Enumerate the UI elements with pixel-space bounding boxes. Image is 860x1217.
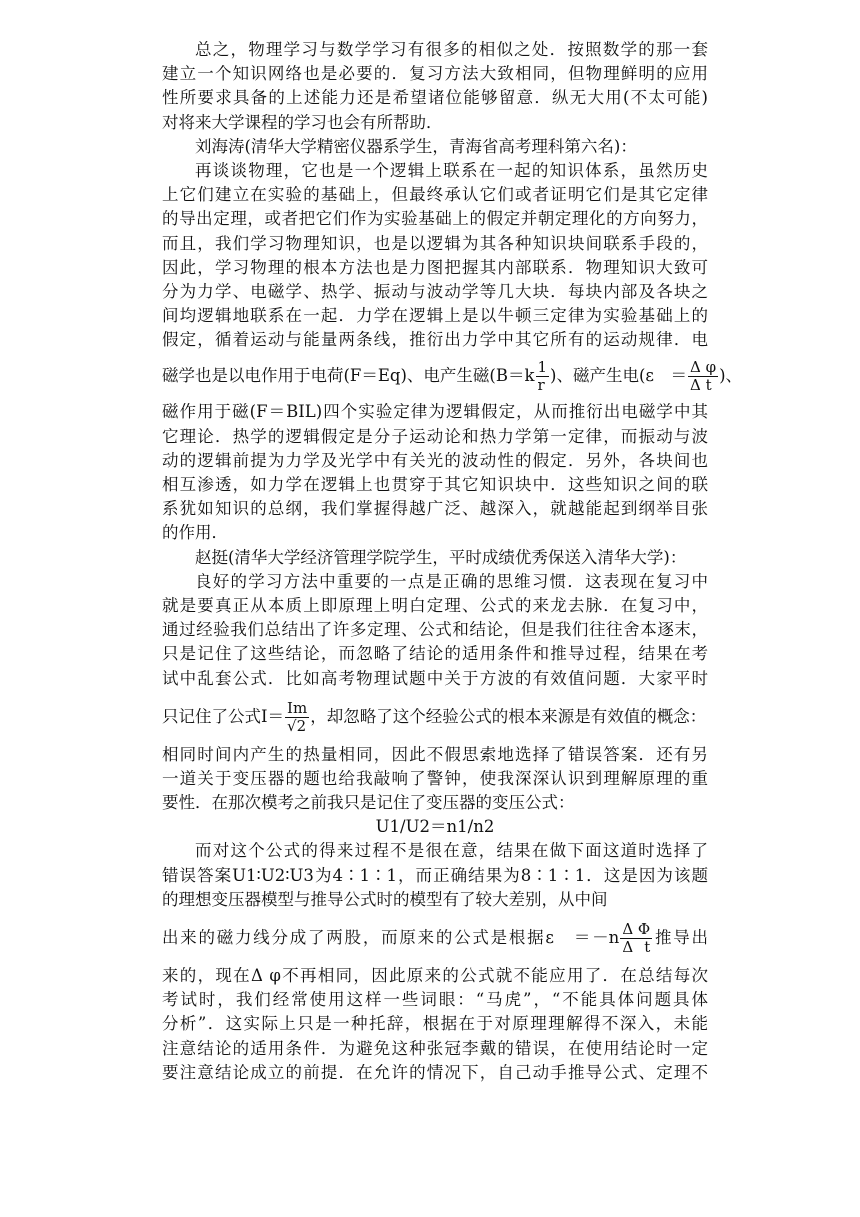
fraction-dphi-dt: [688, 359, 718, 394]
text-line: 要性．在那次模考之前我只是记住了变压器的变压公式：: [162, 793, 575, 813]
text-line: 只是记住了这些结论，而忽略了结论的适用条件和推导过程，结果在考: [162, 644, 708, 664]
math-text: 推导出: [653, 928, 709, 947]
math-text: ，却忽略了这个经验公式的根本来源是有效值的概念：: [310, 706, 707, 726]
fraction-denominator: Δ t: [689, 376, 712, 395]
text-line: 假定，循着运动与能量两条线，推衍出力学中其它所有的运动规律．电: [162, 330, 708, 350]
text-line: 来的，现在Δ φ不再相同，因此原来的公式就不能应用了．在总结每次: [162, 966, 708, 985]
text-line: 对将来大学课程的学习也会有所帮助．: [162, 112, 443, 132]
math-line-em-laws: [162, 352, 743, 400]
fraction-numerator: Im: [287, 698, 308, 717]
math-text: )、: [719, 366, 743, 386]
text-line: 试中乱套公式．比如高考物理试题中关于方波的有效值问题．大家平时: [162, 668, 708, 688]
math-line-faraday: [162, 912, 708, 964]
text-line: 而且，我们学习物理知识，也是以逻辑为其各种知识块间联系手段的，: [162, 233, 708, 253]
text-line: 建立一个知识网络也是必要的．复习方法大致相同，但物理鲜明的应用: [162, 64, 708, 84]
text-line: 分析”．这实际上只是一种托辞，根据在于对原理理解得不深入，未能: [162, 1014, 708, 1034]
math-text: 只记住了公式I＝: [162, 706, 285, 726]
text-line: 相同时间内产生的热量相同，因此不假思索地选择了错误答案．还有另: [162, 744, 708, 764]
speaker-heading-liu: 刘海涛(清华大学精密仪器系学生，青海省高考理科第六名)：: [195, 136, 637, 156]
text-line: 错误答案U1∶U2∶U3为4∶1∶1，而正确结果为8∶1∶1．这是因为该题: [162, 865, 708, 885]
text-line: 考试时，我们经常使用这样一些词眼：“马虎”，“不能具体问题具体: [162, 990, 708, 1010]
math-text: )、磁产生电(ε ＝: [550, 366, 687, 386]
text-line: 要注意结论成立的前提．在允许的情况下，自己动手推导公式、定理不: [162, 1062, 708, 1082]
fraction-numerator: Δ Φ: [622, 920, 651, 938]
fraction-denominator: Δ t: [622, 938, 651, 956]
document-body: [162, 38, 743, 1085]
text-line: 系犹如知识的总纲，我们掌握得越广泛、越深入，就越能起到纲举目张: [162, 499, 708, 519]
text-line: 注意结论的适用条件．为避免这种张冠李戴的错误，在使用结论时一定: [162, 1038, 708, 1058]
speaker-heading-zhao: 赵挺(清华大学经济管理学院学生，平时成绩优秀保送入清华大学)：: [195, 547, 687, 567]
text-line: 而对这个公式的得来过程不是很在意，结果在做下面这道时选择了: [195, 841, 708, 861]
fraction-numerator: Δ φ: [689, 358, 717, 377]
fraction-im-over-root2: [285, 700, 309, 735]
text-line: 磁作用于磁(F＝BIL)四个实验定律为逻辑假定，从而推衍出电磁学中其: [162, 402, 708, 422]
text-line: 总之，物理学习与数学学习有很多的相似之处．按照数学的那一套: [195, 40, 708, 59]
math-text: 磁学也是以电作用于电荷(F＝Eq)、电产生磁(B＝k: [162, 366, 535, 386]
math-line-effective-value: [162, 691, 708, 743]
text-line: 相互渗透，如力学在逻辑上也贯穿于其它知识块中．这些知识之间的联: [162, 475, 708, 494]
text-line: 性所要求具备的上述能力还是希望诸位能够留意．纵无大用(不太可能): [162, 88, 708, 108]
text-line: 再谈谈物理，它也是一个逻辑上联系在一起的知识体系，虽然历史: [195, 160, 708, 180]
text-line: 因此，学习物理的根本方法也是力图把握其内部联系．物理知识大致可: [162, 257, 708, 277]
text-line: 的作用．: [162, 523, 228, 543]
text-line: 一道关于变压器的题也给我敲响了警钟，使我深深认识到理解原理的重: [162, 768, 708, 788]
text-line: 通过经验我们总结出了许多定理、公式和结论，但是我们往往舍本逐末，: [162, 620, 708, 640]
text-line: 就是要真正从本质上即原理上明白定理、公式的来龙去脉．在复习中，: [162, 595, 708, 615]
text-line: 它理论．热学的逻辑假定是分子运动论和热力学第一定律，而振动与波: [162, 426, 708, 446]
text-line: 上它们建立在实验的基础上，但最终承认它们或者证明它们是其它定律: [162, 185, 708, 205]
text-line: 分为力学、电磁学、热学、振动与波动学等几大块．每块内部及各块之: [162, 281, 708, 301]
text-line: 的导出定理，或者把它们作为实验基础上的假定并朝定理化的方向努力，: [162, 209, 708, 229]
text-line: 间均逻辑地联系在一起．力学在逻辑上是以牛顿三定律为实验基础上的: [162, 306, 708, 326]
fraction-numerator: 1: [537, 358, 548, 377]
text-line: 良好的学习方法中重要的一点是正确的思维习惯．这表现在复习中: [195, 571, 708, 591]
fraction-one-over-r: [536, 359, 550, 394]
text-line: 的理想变压器模型与推导公式时的模型有了较大差别，从中间: [162, 889, 608, 909]
fraction-denominator: r: [537, 376, 545, 395]
transformer-formula: U1/U2＝n1/n2: [375, 817, 495, 837]
fraction-dPhi-dt: [620, 921, 652, 956]
fraction-denominator: √2: [287, 716, 307, 735]
text-line: 动的逻辑前提为力学及光学中有关光的波动性的假定．另外，各块间也: [162, 450, 708, 470]
math-text: 出来的磁力线分成了两股，而原来的公式是根据ε ＝－n: [162, 928, 620, 947]
